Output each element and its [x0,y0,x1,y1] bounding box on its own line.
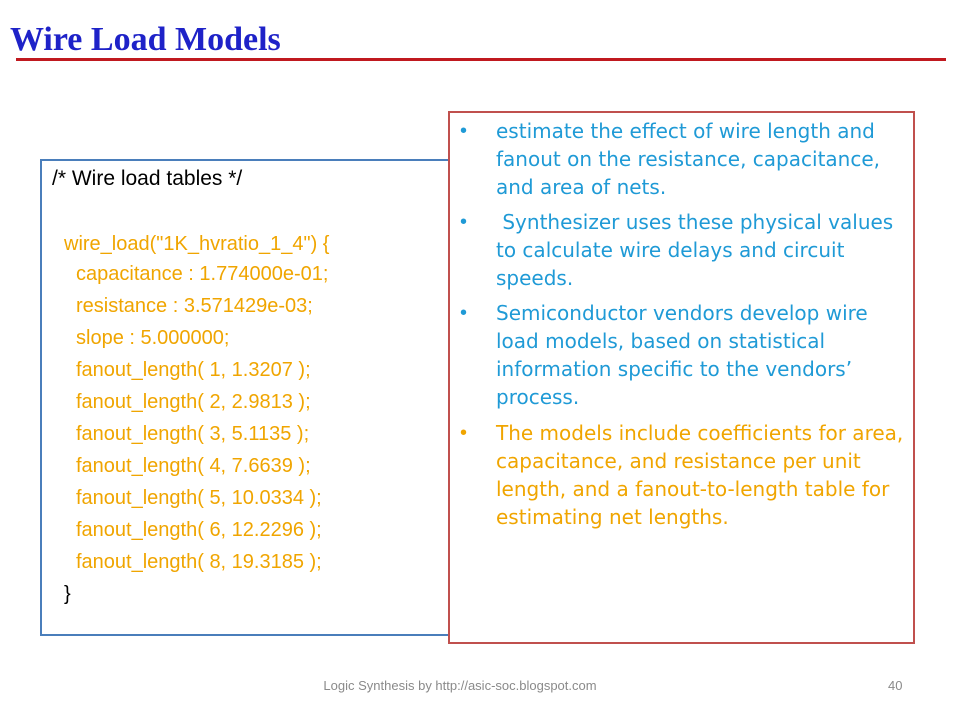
code-line-fanout-4: fanout_length( 4, 7.6639 ); [76,455,311,477]
code-line-capacitance: capacitance : 1.774000e-01; [76,263,329,285]
code-line-fanout-5: fanout_length( 5, 10.0334 ); [76,487,322,509]
code-closing-brace: } [64,583,71,605]
code-line-fanout-8: fanout_length( 8, 19.3185 ); [76,551,322,573]
code-line-fanout-1: fanout_length( 1, 1.3207 ); [76,359,311,381]
code-line-fanout-6: fanout_length( 6, 12.2296 ); [76,519,322,541]
code-lines [42,161,494,634]
bullet-text: Semiconductor vendors develop wire load models, based on statistical information specific to the vendors’ process. [496,301,868,409]
code-panel [40,159,496,636]
bullet-dot-icon: • [460,120,468,142]
code-comment: /* Wire load tables */ [52,167,243,190]
code-line-fanout-3: fanout_length( 3, 5.1135 ); [76,423,310,445]
bullet-dot-icon: • [460,422,468,444]
bullet-text: Synthesizer uses these physical values to calculate wire delays and circuit speeds. [496,210,900,290]
code-line-fanout-2: fanout_length( 2, 2.9813 ); [76,391,311,413]
code-line-resistance: resistance : 3.571429e-03; [76,295,313,317]
bullet-dot-icon: • [460,211,468,233]
slide-footer: Logic Synthesis by http://asic-soc.blogspot.com [323,678,597,693]
slide-title: Wire Load Models [10,21,281,58]
title-underline [16,58,946,61]
code-line-slope: slope : 5.000000; [76,327,230,349]
bullet-text: The models include coefficients for area, capacitance, and resistance per unit length, and a fanout-to-length table for estimating net lengths. [496,421,904,529]
bullet-dot-icon: • [460,302,468,324]
bullet-panel [448,111,915,644]
bullet-text: estimate the effect of wire length and fanout on the resistance, capacitance, and area of nets. [496,119,880,199]
code-line-wire-load: wire_load("1K_hvratio_1_4") { [64,233,330,255]
page-number: 40 [888,678,903,693]
